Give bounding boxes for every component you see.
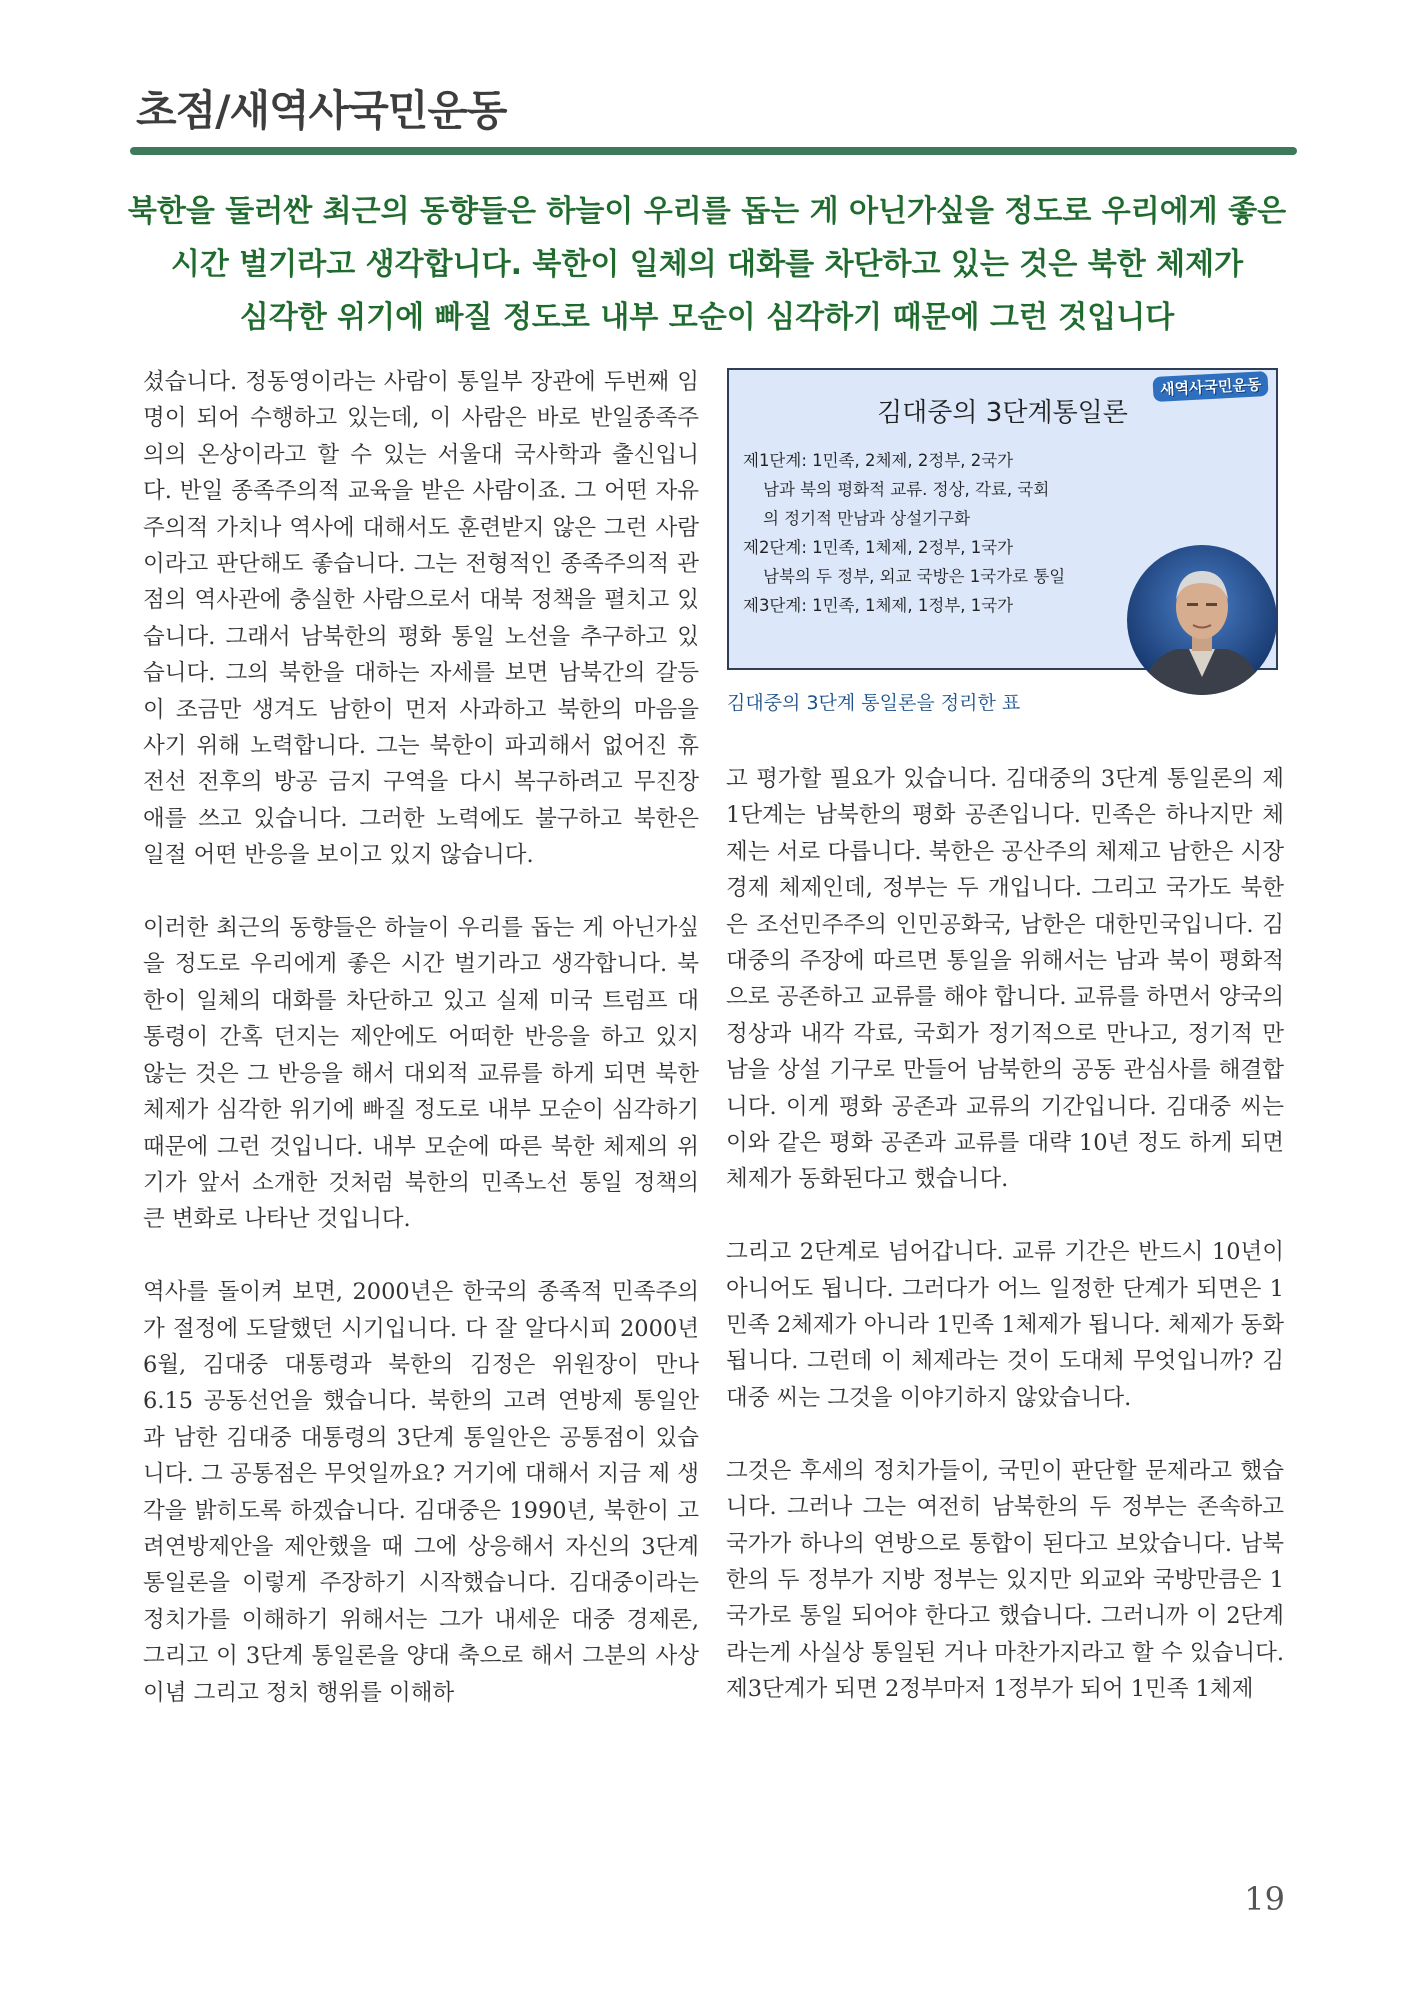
infobox-line: 제1단계: 1민족, 2체제, 2정부, 2국가: [743, 451, 1014, 470]
pullquote: [100, 185, 1314, 344]
infobox-line: 제2단계: 1민족, 1체제, 2정부, 1국가: [743, 538, 1014, 557]
infobox-line: 남과 북의 평화적 교류. 정상, 각료, 국회: [763, 480, 1050, 499]
pullquote-line: 시간 벌기라고 생각합니다. 북한이 일체의 대화를 차단하고 있는 것은 북한 체제가: [170, 247, 1244, 282]
page-number: 19: [1244, 1880, 1285, 1918]
infobox-badge: 새역사국민운동: [1152, 371, 1269, 402]
paragraph: 그리고 2단계로 넘어갑니다. 교류 기간은 반드시 10년이 아니어도 됩니다. 그러다가 어느 일정한 단계가 되면은 1민족 2체제가 아니라 1민족 1체제가 됩니다. 체제가 동화됩니다. 그런데 이 체제라는 것이 도대체 무엇입니까? 김대중 씨는 그것을 이야기하지 않았습니다.: [726, 1239, 1284, 1411]
paragraph: 이러한 최근의 동향들은 하늘이 우리를 돕는 게 아닌가싶을 정도로 우리에게 좋은 시간 벌기라고 생각합니다. 북한이 일체의 대화를 차단하고 있고 실제 미국 트럼프 대통령이 간혹 던지는 제안에도 어떠한 반응을 하고 있지 않는 것은 그 반응을 해서 대외적 교류를 하게 되면 북한 체제가 심각한 위기에 빠질 정도로 내부 모순이 심각하기 때문에 그런 것입니다. 내부 모순에 따른 북한 체제의 위기가 앞서 소개한 것처럼 북한의 민족노선 통일 정책의 큰 변화로 나타난 것입니다.: [143, 915, 699, 1233]
infobox-line: 의 정기적 만남과 상설기구화: [763, 509, 971, 528]
infobox-lines: [743, 446, 1065, 620]
body-column-left: [143, 364, 699, 1711]
paragraph: 셨습니다. 정동영이라는 사람이 통일부 장관에 두번째 임명이 되어 수행하고 있는데, 이 사람은 바로 반일종족주의의 온상이라고 할 수 있는 서울대 국사학과 출신입니다. 반일 종족주의적 교육을 받은 사람이죠. 그 어떤 자유주의적 가치나 역사에 대해서도 훈련받지 않은 그런 사람이라고 판단해도 좋습니다. 그는 전형적인 종족주의적 관점의 역사관에 충실한 사람으로서 대북 정책을 펼치고 있습니다. 그래서 남북한의 평화 통일 노선을 추구하고 있습니다. 그의 북한을 대하는 자세를 보면 남북간의 갈등이 조금만 생겨도 남한이 먼저 사과하고 북한의 마음을 사기 위해 노력합니다. 그는 북한이 파괴해서 없어진 휴전선 전후의 방공 금지 구역을 다시 복구하려고 무진장 애를 쓰고 있습니다. 그러한 노력에도 불구하고 북한은 일절 어떤 반응을 보이고 있지 않습니다.: [143, 369, 699, 869]
section-title: 초점/새역사국민운동: [136, 86, 507, 135]
infobox-line: 제3단계: 1민족, 1체제, 1정부, 1국가: [743, 596, 1014, 615]
infobox-title: 김대중의 3단계통일론: [877, 398, 1128, 428]
paragraph: 고 평가할 필요가 있습니다. 김대중의 3단계 통일론의 제1단계는 남북한의 평화 공존입니다. 민족은 하나지만 체제는 서로 다릅니다. 북한은 공산주의 체제고 남한은 시장 경제 체제인데, 정부는 두 개입니다. 그리고 국가도 북한은 조선민주주의 인민공화국, 남한은 대한민국입니다. 김대중의 주장에 따르면 통일을 위해서는 남과 북이 평화적으로 공존하고 교류를 해야 합니다. 교류를 하면서 양국의 정상과 내각 각료, 국회가 정기적으로 만나고, 정기적 만남을 상설 기구로 만들어 남북한의 공동 관심사를 해결합니다. 이게 평화 공존과 교류의 기간입니다. 김대중 씨는 이와 같은 평화 공존과 교류를 대략 10년 정도 하게 되면 체제가 동화된다고 했습니다.: [726, 766, 1284, 1193]
paragraph: 역사를 돌이켜 보면, 2000년은 한국의 종족적 민족주의가 절정에 도달했던 시기입니다. 다 잘 알다시피 2000년 6월, 김대중 대통령과 북한의 김정은 위원장이 만나 6.15 공동선언을 했습니다. 북한의 고려 연방제 통일안과 남한 김대중 대통령의 3단계 통일안은 공통점이 있습니다. 그 공통점은 무엇일까요? 거기에 대해서 지금 제 생각을 밝히도록 하겠습니다. 김대중은 1990년, 북한이 고려연방제안을 제안했을 때 그에 상응해서 자신의 3단계 통일론을 이렇게 주장하기 시작했습니다. 김대중이라는 정치가를 이해하기 위해서는 그가 내세운 대중 경제론, 그리고 이 3단계 통일론을 양대 축으로 해서 그분의 사상 이념 그리고 정치 행위를 이해하: [143, 1279, 699, 1706]
portrait-photo: [1127, 545, 1277, 695]
header-rule: [130, 147, 1297, 155]
infobox-line: 남북의 두 정부, 외교 국방은 1국가로 통일: [763, 567, 1066, 586]
infobox-caption: 김대중의 3단계 통일론을 정리한 표: [727, 692, 1021, 714]
pullquote-line: 심각한 위기에 빠질 정도로 내부 모순이 심각하기 때문에 그런 것입니다: [239, 300, 1175, 335]
pullquote-line: 북한을 둘러싼 최근의 동향들은 하늘이 우리를 돕는 게 아닌가싶을 정도로 우리에게 좋은: [127, 194, 1287, 229]
info-box: [727, 368, 1278, 670]
body-column-right: [726, 761, 1284, 1708]
paragraph: 그것은 후세의 정치가들이, 국민이 판단할 문제라고 했습니다. 그러나 그는 여전히 남북한의 두 정부는 존속하고 국가가 하나의 연방으로 통합이 된다고 보았습니다. 남북한의 두 정부가 지방 정부는 있지만 외교와 국방만큼은 1국가로 통일 되어야 한다고 했습니다. 그러니까 이 2단계라는게 사실상 통일된 거나 마찬가지라고 할 수 있습니다. 제3단계가 되면 2정부마저 1정부가 되어 1민족 1체제: [726, 1457, 1284, 1703]
